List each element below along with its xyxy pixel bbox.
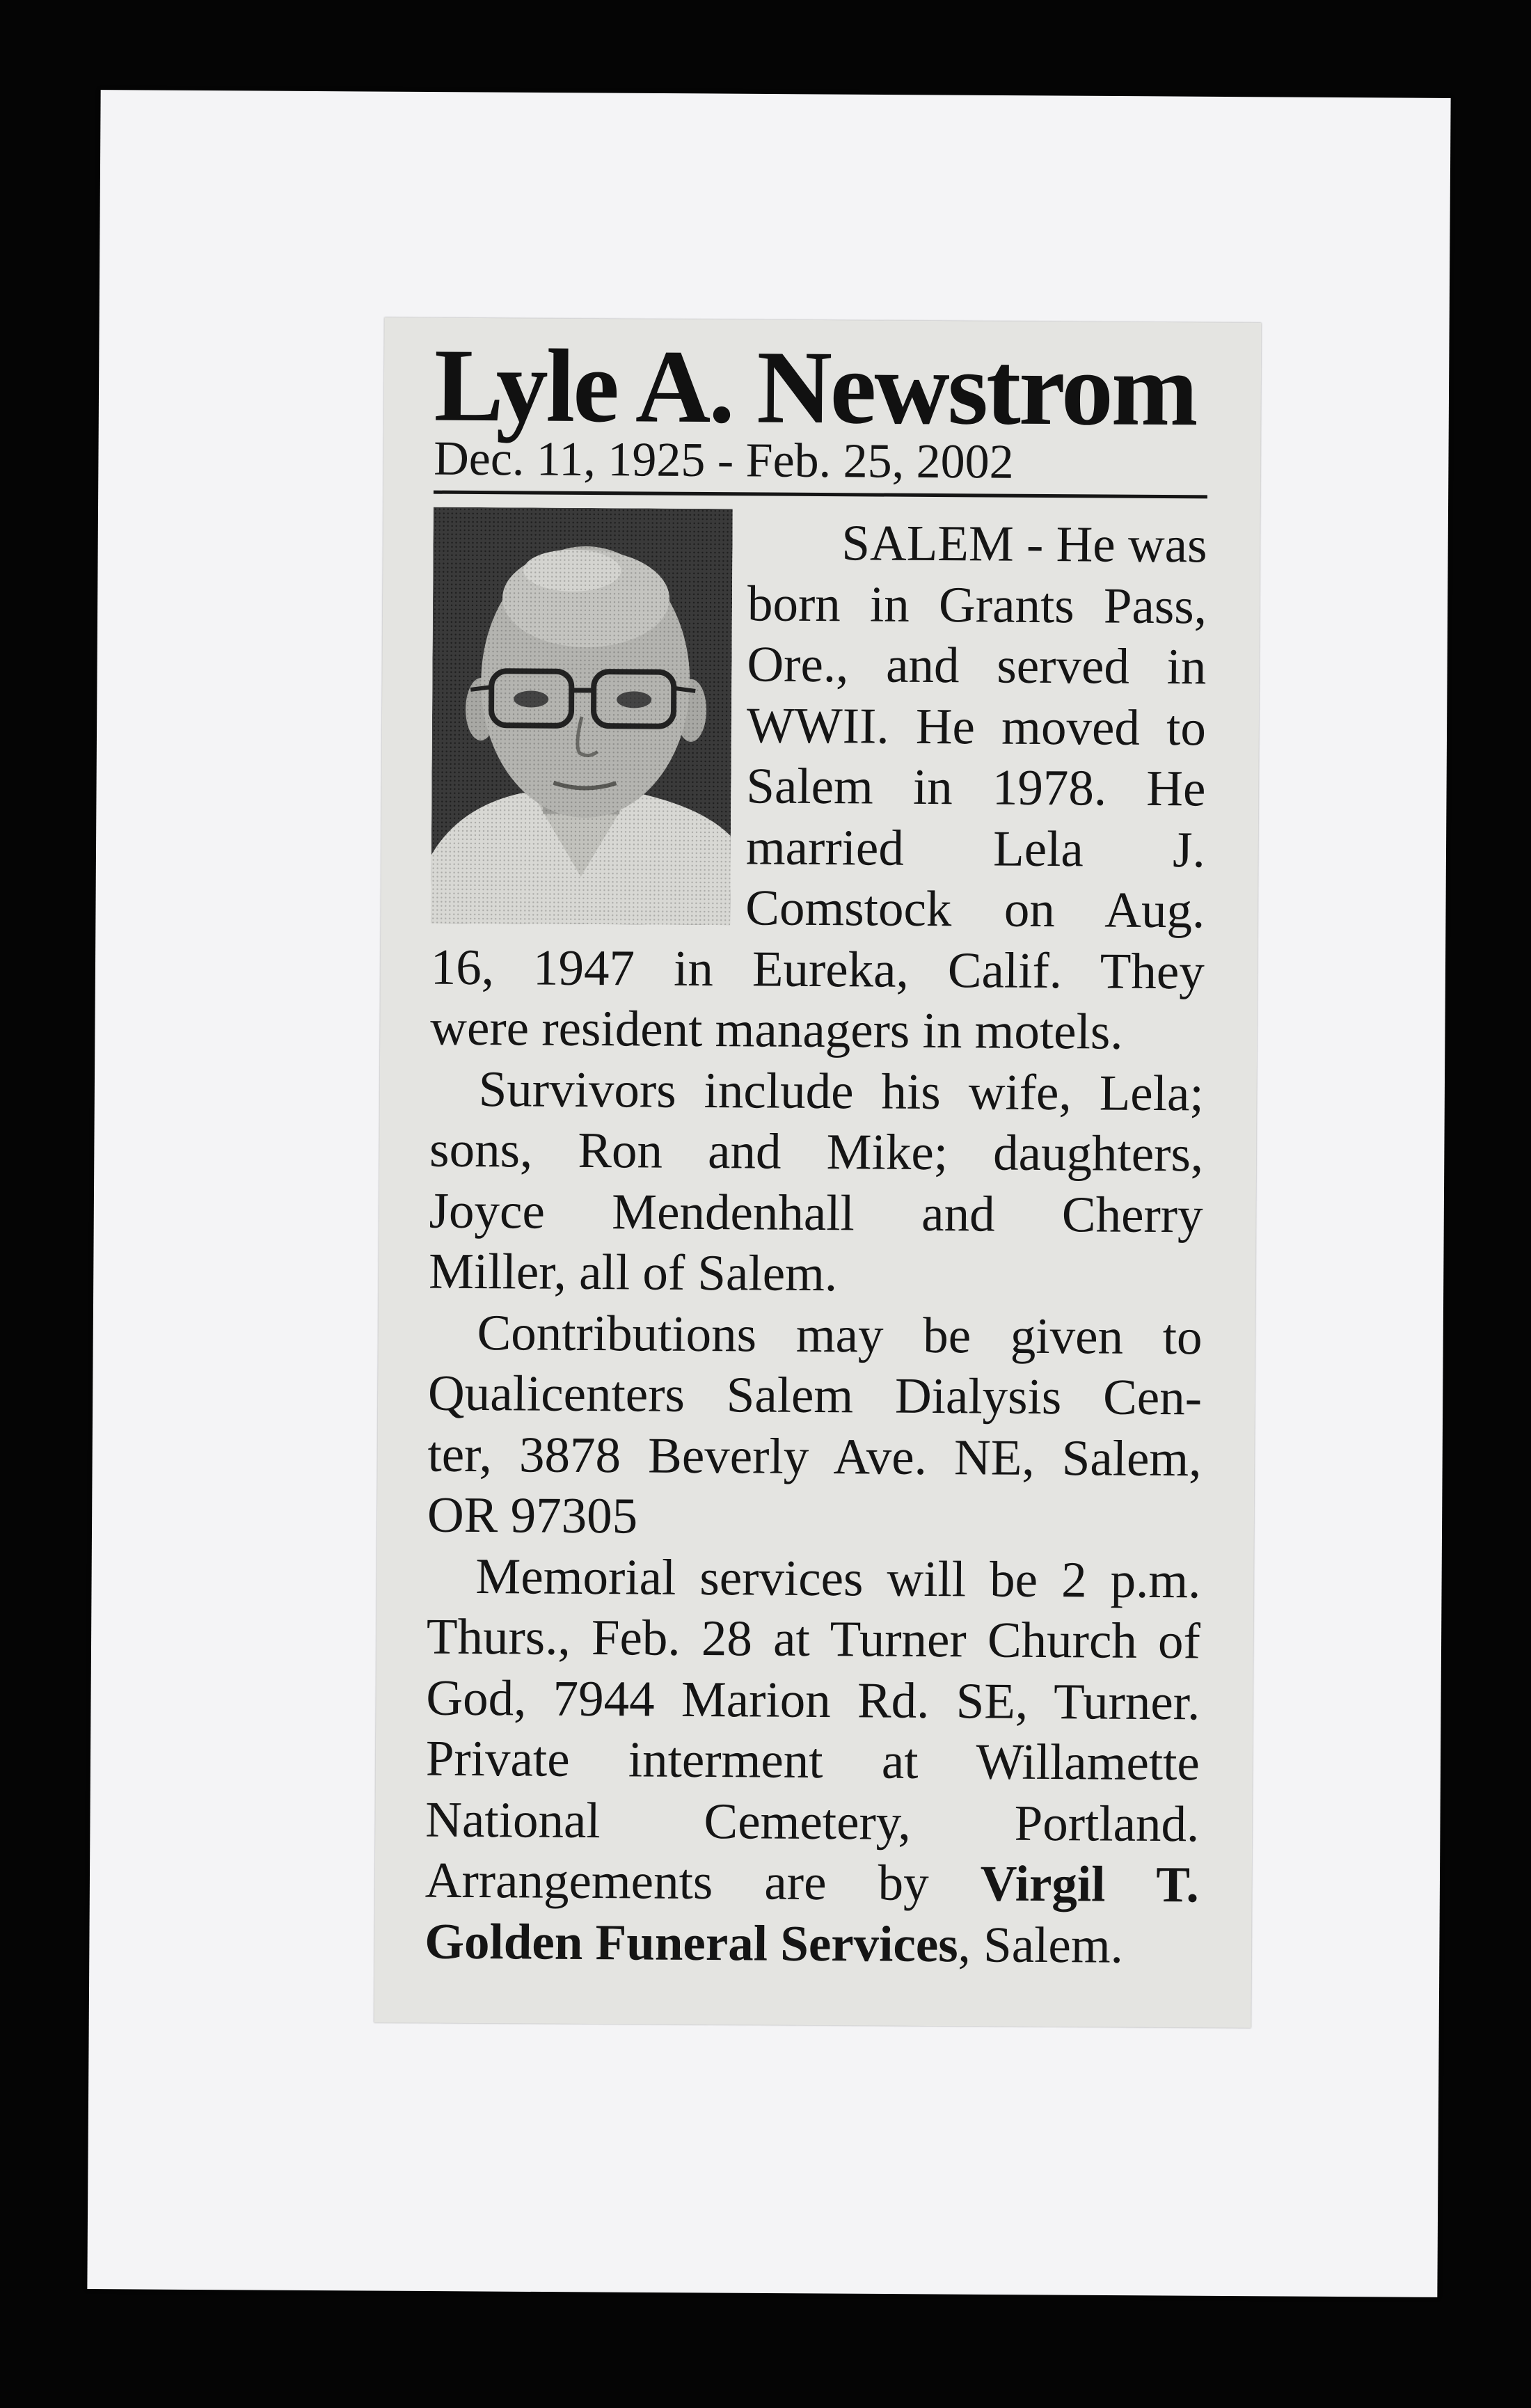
text-line: Contributions may be given to <box>477 1304 1203 1365</box>
text-line: God, 7944 Marion Rd. SE, Turner. <box>426 1669 1200 1730</box>
text-line: were resident managers in motels. <box>430 999 1123 1060</box>
text-line <box>425 1910 1199 1976</box>
funeral-home-name-part1: Virgil T. <box>980 1855 1200 1913</box>
arrangements-text: Arrangements are by <box>425 1851 929 1911</box>
text-line: Qualicenters Salem Dialysis Cen- <box>427 1364 1203 1426</box>
funeral-home-name-part2: Golden Funeral Services <box>425 1912 958 1972</box>
text-line: Private interment at Willamette <box>425 1729 1200 1791</box>
obituary-dates: Dec. 11, 1925 - Feb. 25, 2002 <box>434 431 1014 489</box>
text-line: born in Grants Pass, <box>747 574 1207 634</box>
text-line: Comstock on Aug. <box>745 879 1205 939</box>
text-line: Salem in 1978. He <box>746 757 1206 817</box>
text-line: National Cemetery, Portland. <box>425 1791 1200 1852</box>
newspaper-clipping <box>374 317 1262 2028</box>
text-line: Miller, all of Salem. <box>428 1242 838 1302</box>
text-line: ter, 3878 Beverly Ave. NE, Salem, <box>427 1425 1202 1487</box>
text-line: Thurs., Feb. 28 at Turner Church of <box>426 1608 1201 1670</box>
text-line: sons, Ron and Mike; daughters, <box>429 1120 1204 1182</box>
header-rule <box>434 491 1207 499</box>
arrangements-location: , Salem. <box>958 1915 1124 1974</box>
text-line: 16, 1947 in Eureka, Calif. They <box>430 938 1205 999</box>
text-line <box>425 1850 1200 1915</box>
text-line: SALEM - He was <box>841 514 1207 573</box>
text-line: married Lela J. <box>745 818 1206 878</box>
obituary-name: Lyle A. Newstrom <box>434 327 1197 448</box>
text-line: WWII. He moved to <box>746 696 1207 756</box>
text-line: Memorial services will be 2 p.m. <box>475 1547 1201 1608</box>
text-line: Survivors include his wife, Lela; <box>478 1060 1204 1121</box>
obituary-text <box>425 510 1207 1977</box>
text-line: OR 97305 <box>427 1486 638 1544</box>
text-line: Ore., and served in <box>747 635 1207 695</box>
text-line: Joyce Mendenhall and Cherry <box>429 1182 1203 1243</box>
